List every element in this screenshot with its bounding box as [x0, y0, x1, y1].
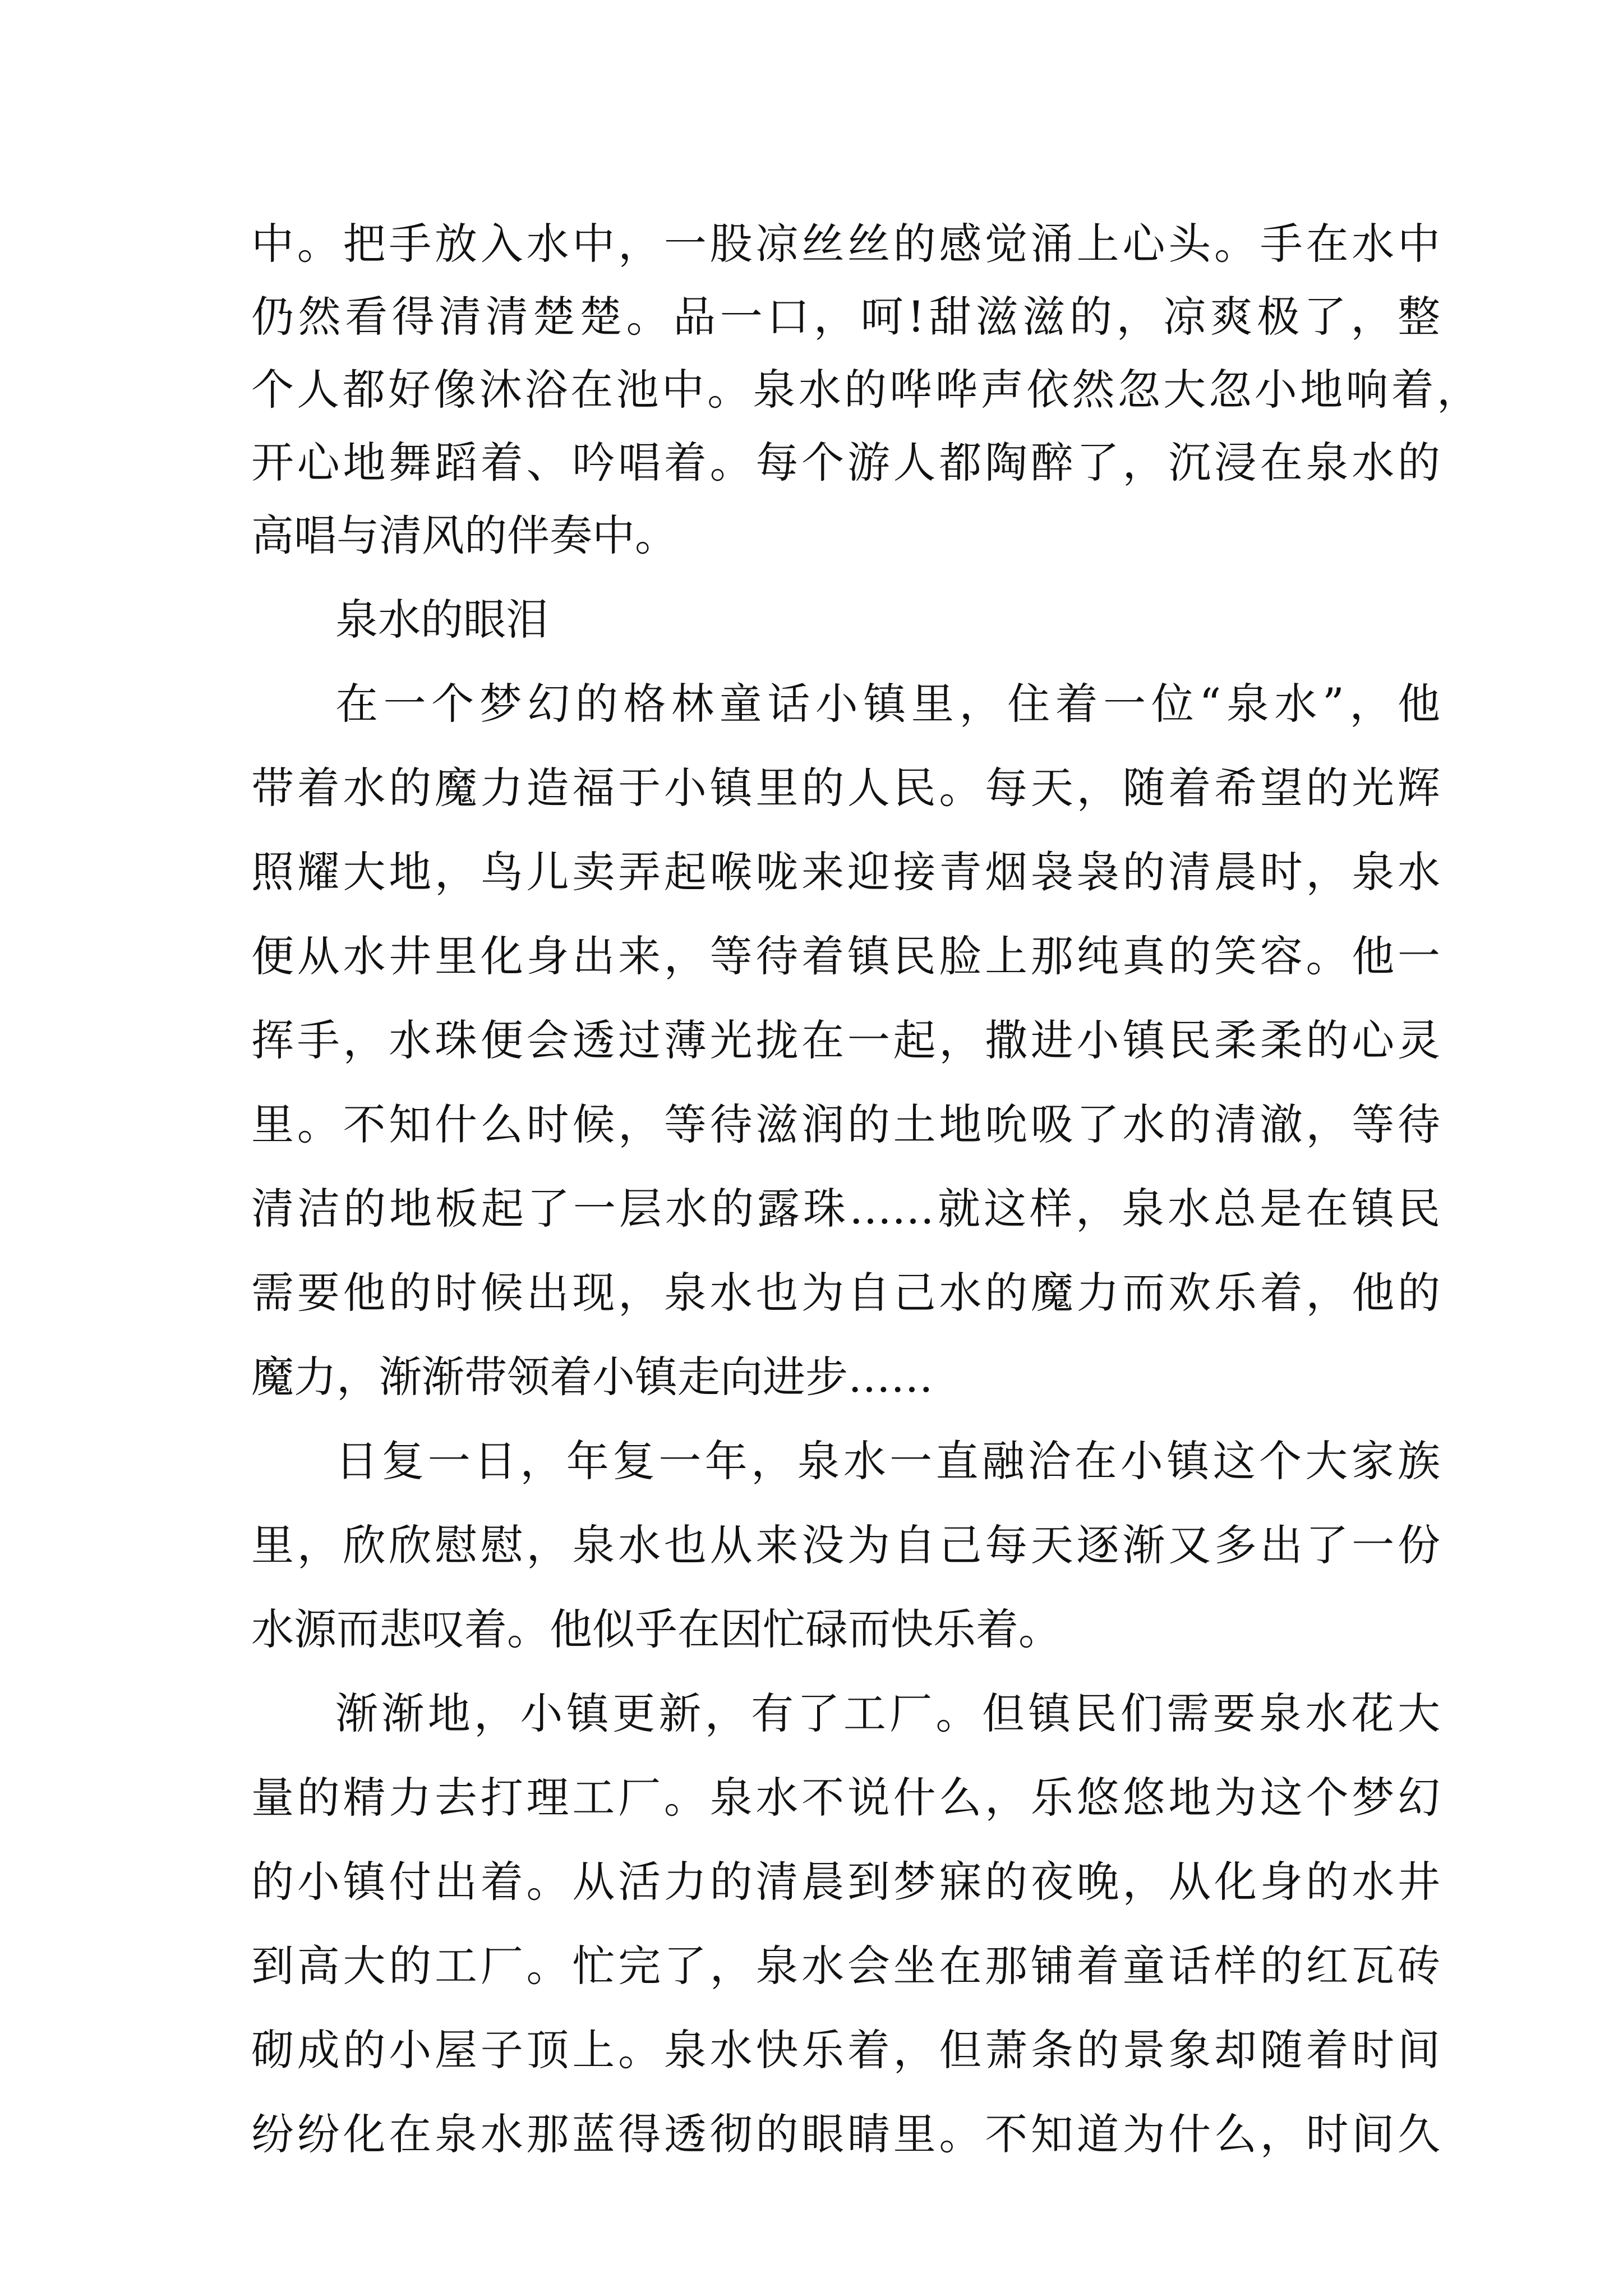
text-line: 开心地舞蹈着、吟唱着。每个游人都陶醉了，沉浸在泉水的: [251, 438, 1440, 487]
text-line: 里，欣欣慰慰，泉水也从来没为自己每天逐渐又多出了一份: [251, 1520, 1440, 1570]
text-line: 里。不知什么时候，等待滋润的土地吮吸了水的清澈，等待: [251, 1099, 1440, 1149]
text-line: 需要他的时候出现，泉水也为自己水的魔力而欢乐着，他的: [251, 1268, 1440, 1318]
text-line: 个人都好像沐浴在池中。泉水的哗哗声依然忽大忽小地响着，: [251, 365, 1479, 415]
text-line: 砌成的小屋子顶上。泉水快乐着，但萧条的景象却随着时间: [251, 2025, 1440, 2075]
text-line: 中。把手放入水中，一股凉丝丝的感觉涌上心头。手在水中: [251, 219, 1440, 269]
text-line: 日复一日，年复一年，泉水一直融洽在小镇这个大家族: [335, 1436, 1440, 1486]
text-line: 带着水的魔力造福于小镇里的人民。每天，随着希望的光辉: [251, 763, 1440, 813]
text-line: 水源而悲叹着。他似乎在因忙碌而快乐着。: [251, 1604, 1061, 1654]
text-line: 的小镇付出着。从活力的清晨到梦寐的夜晚，从化身的水井: [251, 1857, 1440, 1907]
text-line: 量的精力去打理工厂。泉水不说什么，乐悠悠地为这个梦幻: [251, 1773, 1440, 1823]
text-line: 挥手，水珠便会透过薄光拢在一起，撒进小镇民柔柔的心灵: [251, 1015, 1440, 1065]
text-line: 到高大的工厂。忙完了，泉水会坐在那铺着童话样的红瓦砖: [251, 1941, 1440, 1991]
text-line: 魔力，渐渐带领着小镇走向进步……: [251, 1352, 933, 1402]
section-title: 泉水的眼泪: [335, 595, 548, 645]
text-line: 渐渐地，小镇更新，有了工厂。但镇民们需要泉水花大: [335, 1688, 1440, 1738]
text-line: 在一个梦幻的格林童话小镇里，住着一位“泉水”，他: [335, 679, 1440, 729]
text-line: 便从水井里化身出来，等待着镇民脸上那纯真的笑容。他一: [251, 931, 1440, 981]
text-line: 仍然看得清清楚楚。品一口，呵!甜滋滋的，凉爽极了，整: [251, 292, 1440, 342]
text-line: 清洁的地板起了一层水的露珠……就这样，泉水总是在镇民: [251, 1184, 1440, 1234]
text-line: 照耀大地，鸟儿卖弄起喉咙来迎接青烟袅袅的清晨时，泉水: [251, 847, 1440, 897]
text-line: 纷纷化在泉水那蓝得透彻的眼睛里。不知道为什么，时间久: [251, 2109, 1440, 2159]
text-line: 高唱与清风的伴奏中。: [251, 510, 677, 560]
